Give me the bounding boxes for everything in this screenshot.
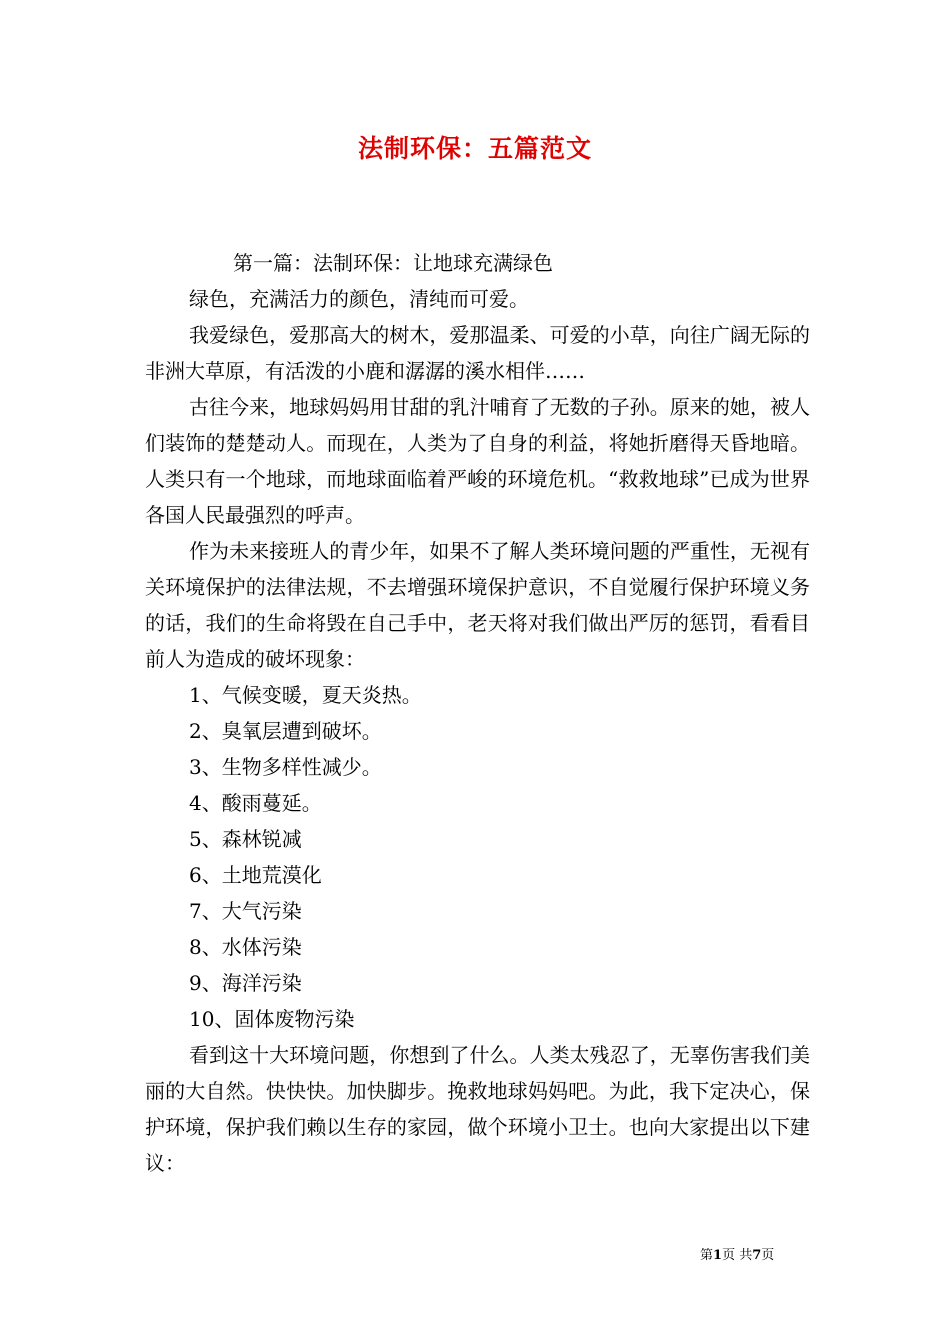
list-item: 6、土地荒漠化 xyxy=(189,863,322,887)
list-item: 3、生物多样性减少。 xyxy=(189,755,382,779)
footer-current-page: 1 xyxy=(713,1248,723,1263)
footer-suffix: 页 xyxy=(761,1248,775,1263)
list-item: 4、酸雨蔓延。 xyxy=(189,791,322,815)
paragraph: 古往今来，地球妈妈用甘甜的乳汁哺育了无数的子孙。原来的她，被人们装饰的楚楚动人。而现在，人类为了自身的利益，将她折磨得天昏地暗。人类只有一个地球，而地球面临着严峻的环境危机。“救救地球”已成为世界各国人民最强烈的呼声。 xyxy=(145,395,810,527)
footer-total-pages: 7 xyxy=(752,1248,762,1263)
paragraph: 看到这十大环境问题，你想到了什么。人类太残忍了，无辜伤害我们美丽的大自然。快快快。加快脚步。挽救地球妈妈吧。为此，我下定决心，保护环境，保护我们赖以生存的家园，做个环境小卫士。也向大家提出以下建议： xyxy=(145,1043,810,1175)
list-item: 7、大气污染 xyxy=(189,899,302,923)
paragraph: 我爱绿色，爱那高大的树木，爱那温柔、可爱的小草，向往广阔无际的非洲大草原，有活泼的小鹿和潺潺的溪水相伴…… xyxy=(145,323,810,383)
list-item: 8、水体污染 xyxy=(189,935,302,959)
page-footer xyxy=(700,1247,820,1265)
footer-prefix: 第 xyxy=(700,1248,714,1263)
document-body xyxy=(145,245,810,1181)
section-heading: 第一篇：法制环保：让地球充满绿色 xyxy=(233,251,553,275)
paragraph: 绿色，充满活力的颜色，清纯而可爱。 xyxy=(189,287,529,311)
list-item: 9、海洋污染 xyxy=(189,971,302,995)
list-item: 5、森林锐减 xyxy=(189,827,302,851)
footer-middle: 页 共 xyxy=(722,1248,753,1263)
paragraph: 作为未来接班人的青少年，如果不了解人类环境问题的严重性，无视有关环境保护的法律法规，不去增强环境保护意识，不自觉履行保护环境义务的话，我们的生命将毁在自己手中，老天将对我们做出严厉的惩罚，看看目前人为造成的破坏现象： xyxy=(145,539,810,671)
list-item: 2、臭氧层遭到破坏。 xyxy=(189,719,382,743)
list-item: 10、固体废物污染 xyxy=(189,1007,355,1031)
list-item: 1、气候变暖，夏天炎热。 xyxy=(189,683,422,707)
document-title: 法制环保：五篇范文 xyxy=(357,134,592,163)
